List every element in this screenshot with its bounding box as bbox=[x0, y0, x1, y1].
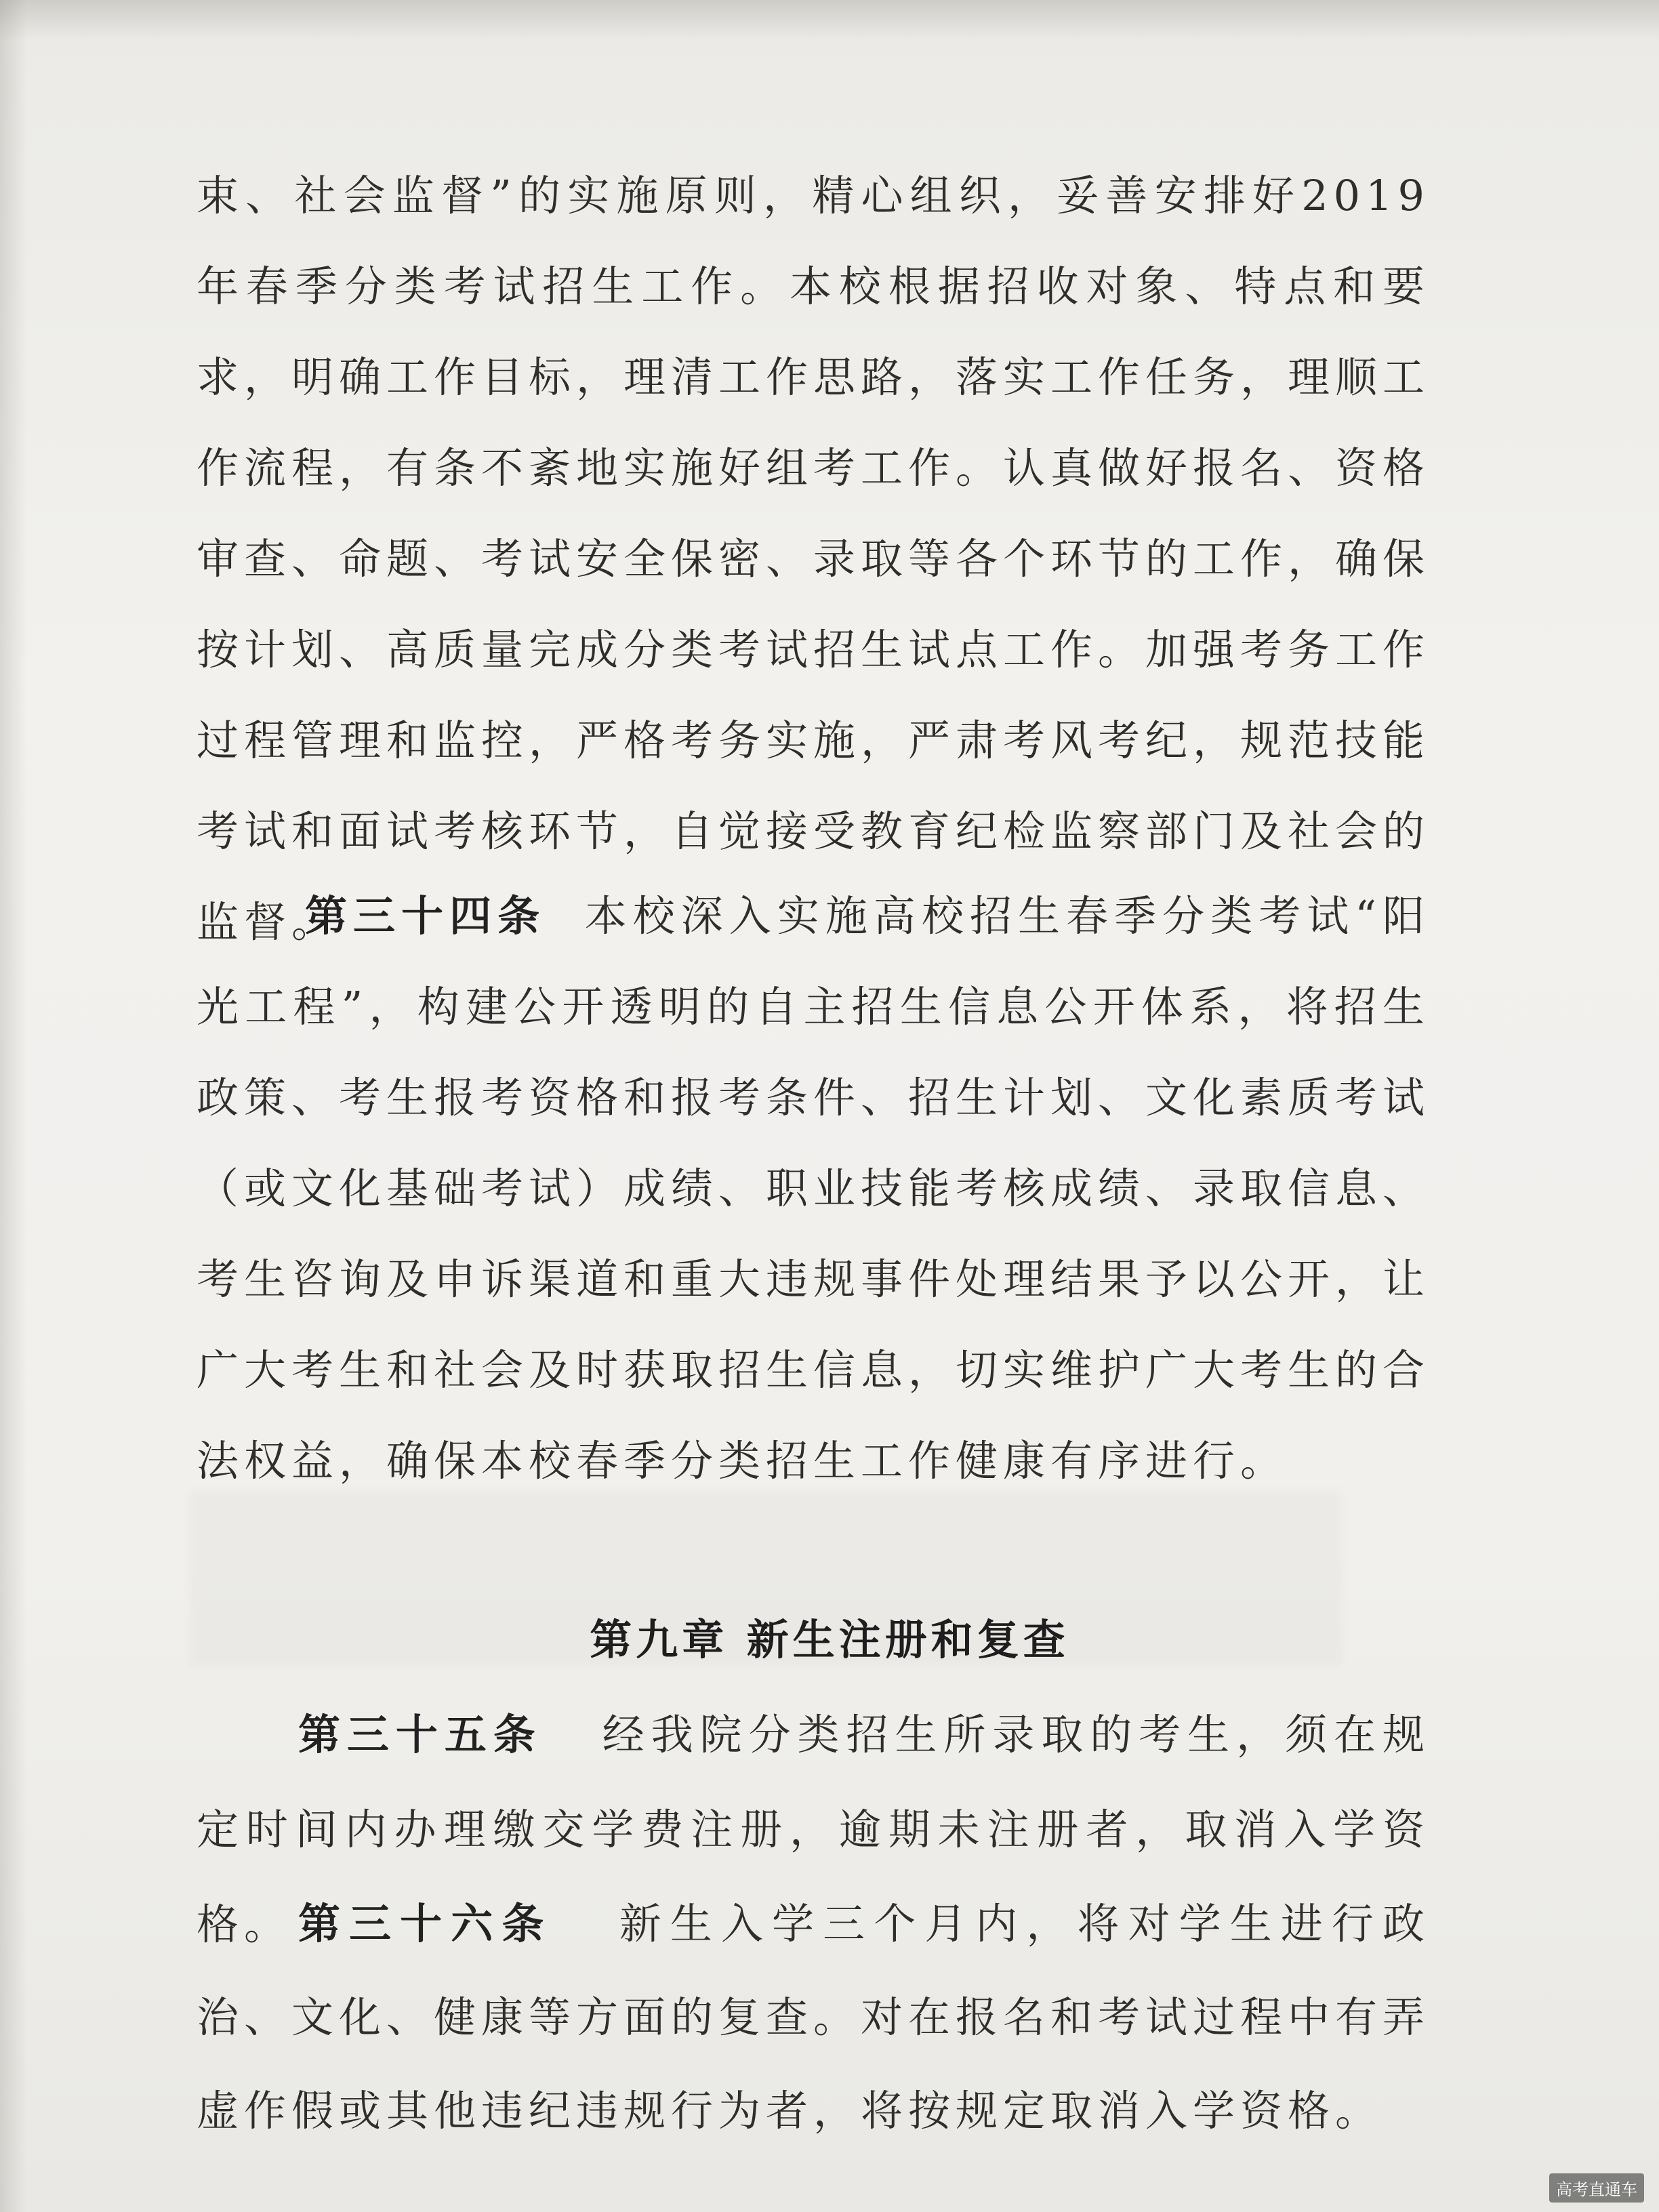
watermark-label: 高考直通车 bbox=[1549, 2173, 1644, 2203]
article-text: 本校深入实施高校招生春季分类考试“阳光工程”，构建公开透明的自主招生信息公开体系，将招生政策、考生报考资格和报考条件、招生计划、文化素质考试（或文化基础考试）成绩、职业技能考核成绩、录取信息、考生咨询及申诉渠道和重大违规事件处理结果予以公开，让广大考生和社会及时获取招生信息，切实维护广大考生的合法权益，确保本校春季分类招生工作健康有序进行。 bbox=[197, 891, 1431, 1486]
paragraph-text: 束、社会监督”的实施原则，精心组织，妥善安排好2019年春季分类考试招生工作。本校根据招收对象、特点和要求，明确工作目标，理清工作思路，落实工作任务，理顺工作流程，有条不紊地实施好组考工作。认真做好报名、资格审查、命题、考试安全保密、录取等各个环节的工作，确保按计划、高质量完成分类考试招生试点工作。加强考务工作过程管理和监控，严格考务实施，严肃考风考纪，规范技能考试和面试考核环节，自觉接受教育纪检监察部门及社会的监督。 bbox=[197, 171, 1431, 947]
page-top-shadow bbox=[0, 0, 1659, 41]
article-34 bbox=[197, 871, 1430, 1507]
chapter-title: 第九章 新生注册和复查 bbox=[590, 1615, 1069, 1664]
article-text: 经我院分类招生所录取的考生，须在规定时间内办理缴交学费注册，逾期未注册者，取消入学资格。 bbox=[197, 1710, 1430, 1949]
page-left-shadow bbox=[0, 0, 27, 2212]
article-number: 第三十六条 bbox=[298, 1899, 553, 1948]
article-number: 第三十五条 bbox=[298, 1710, 542, 1759]
article-number: 第三十四条 bbox=[305, 891, 546, 941]
paragraph-continuation bbox=[197, 150, 1430, 968]
article-text: 新生入学三个月内，将对学生进行政治、文化、健康等方面的复查。对在报名和考试过程中有弄虚作假或其他违纪违规行为者，将按规定取消入学资格。 bbox=[197, 1899, 1431, 2135]
article-36 bbox=[197, 1877, 1430, 2158]
